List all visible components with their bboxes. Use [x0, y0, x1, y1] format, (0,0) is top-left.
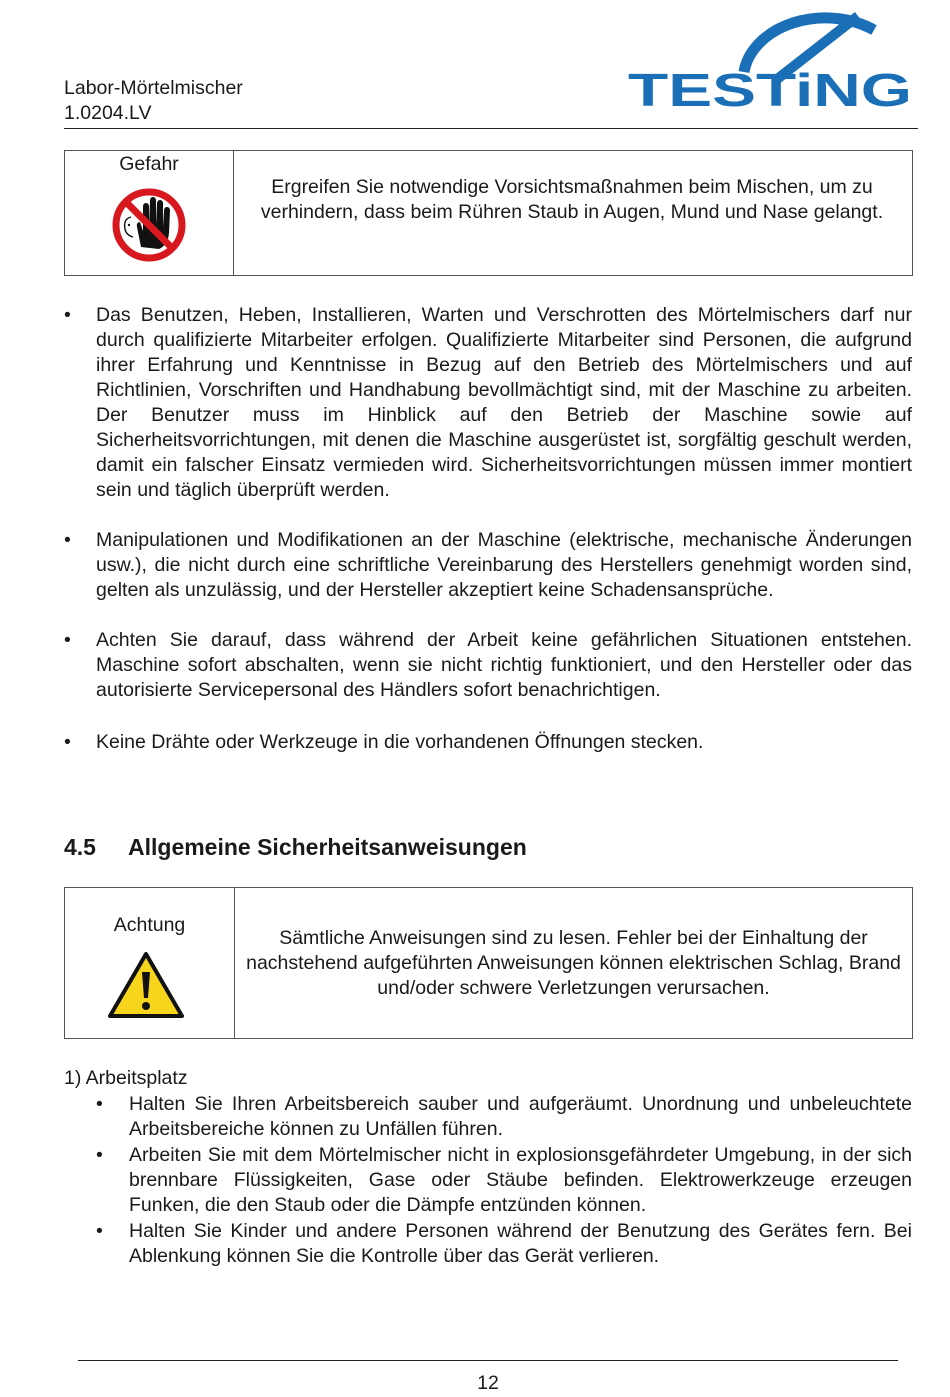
list-item: • Keine Drähte oder Werkzeuge in die vorhandenen Öffnungen stecken.: [64, 731, 704, 753]
list-item: • Halten Sie Kinder und andere Personen während der Benutzung des Gerätes fern. Bei Ablenkung können Sie die Kontrolle über das Gerät verlieren.: [96, 1220, 912, 1267]
footer-divider: [78, 1360, 898, 1361]
document-title: Labor-Mörtelmischer: [64, 77, 243, 99]
page-number: 12: [477, 1372, 499, 1394]
no-entry-hand-icon: [111, 187, 187, 263]
list-item: • Halten Sie Ihren Arbeitsbereich sauber und aufgeräumt. Unordnung und unbeleuchtete Arbeitsbereiche können zu Unfällen führen.: [96, 1093, 912, 1140]
workplace-heading: 1) Arbeitsplatz: [64, 1067, 188, 1089]
workplace-bullet-list: [96, 1092, 912, 1269]
warning-notice-text-cell: [235, 888, 912, 1038]
warning-notice-left-cell: [65, 888, 235, 1038]
danger-notice-box: [64, 150, 913, 276]
header-divider: [64, 128, 918, 129]
list-item: • Achten Sie darauf, dass während der Arbeit keine gefährlichen Situationen entstehen. Maschine sofort abschalten, wenn sie nicht richtig funktioniert, und den Hersteller oder das autorisierte Servicepersonal des Händlers sofort benachrichtigen.: [64, 629, 912, 701]
safety-bullet-list: [64, 303, 912, 755]
list-item: • Das Benutzen, Heben, Installieren, Warten und Verschrotten des Mörtelmischers darf nur durch qualifizierte Mitarbeiter erfolgen. Qualifizierte Mitarbeiter sind Personen, die aufgrund ihrer Erfahrung und Kenntnisse in Bezug auf den Betrieb des Mörtelmischers und auf Richtlinien, Vorschriften und Handhabung bevollmächtigt sind, mit der Maschine zu arbeiten. Der Benutzer muss im Hinblick auf den Betrieb der Maschine sowie auf Sicherheitsvorrichtungen, mit denen die Maschine ausgerüstet ist, sorgfältig geschult werden, damit ein falscher Einsatz vermieden wird. Sicherheitsvorrichtungen müssen immer montiert sein und täglich überprüft werden.: [64, 304, 912, 501]
danger-notice-left-cell: [65, 151, 234, 275]
warning-label: Achtung: [113, 914, 186, 936]
danger-label: Gefahr: [119, 153, 179, 175]
testing-logo: [626, 10, 916, 110]
logo-wordmark: TESTiNG: [628, 64, 912, 110]
warning-notice-text: Sämtliche Anweisungen sind zu lesen. Fehler bei der Einhaltung der nachstehend aufgeführten Anweisungen können elektrischen Schlag, Brand und/oder schwere Verletzungen verursachen.: [246, 927, 901, 999]
document-header: [64, 76, 243, 126]
warning-triangle-icon: [107, 950, 185, 1020]
list-item: • Arbeiten Sie mit dem Mörtelmischer nicht in explosionsgefährdeter Umgebung, in der sich brennbare Flüssigkeiten, Gase oder Stäube befinden. Elektrowerkzeuge erzeugen Funken, die den Staub oder die Dämpfe entzünden können.: [96, 1144, 912, 1216]
danger-notice-text-cell: [234, 151, 912, 275]
list-item: • Manipulationen und Modifikationen an der Maschine (elektrische, mechanische Änderungen usw.), die nicht durch eine schriftliche Vereinbarung des Herstellers genehmigt worden sind, gelten als unzulässig, und der Hersteller akzeptiert keine Schadensansprüche.: [64, 529, 912, 601]
section-title: Allgemeine Sicherheitsanweisungen: [128, 834, 527, 860]
danger-notice-text: Ergreifen Sie notwendige Vorsichtsmaßnahmen beim Mischen, um zu verhindern, dass beim Rühren Staub in Augen, Mund und Nase gelangt.: [260, 176, 884, 223]
section-heading: [64, 834, 527, 861]
section-number: 4.5: [64, 834, 96, 860]
warning-notice-box: [64, 887, 913, 1039]
document-model-number: 1.0204.LV: [64, 102, 152, 124]
